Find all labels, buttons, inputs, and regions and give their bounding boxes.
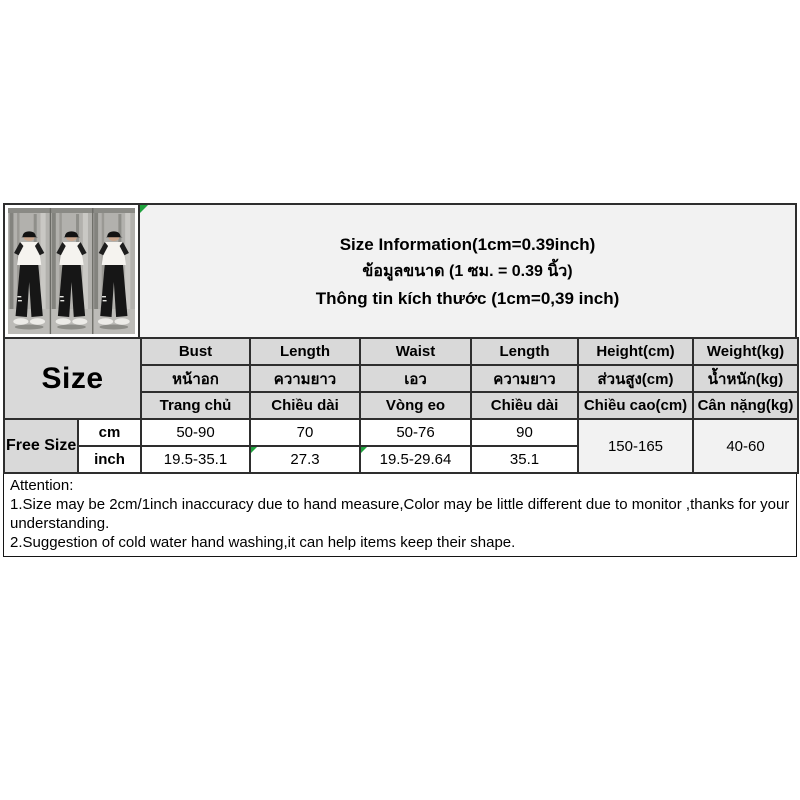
attention-note-2: 2.Suggestion of cold water hand washing,it can help items keep their shape. [10,534,516,551]
header-row-english [4,338,798,365]
size-chart-content [3,203,797,557]
value-bust-cm: 50-90 [141,419,250,446]
header-length-th: ความยาว [250,365,360,392]
header-height-th: ส่วนสูง(cm) [578,365,693,392]
title-english: Size Information(1cm=0.39inch) [339,234,596,254]
green-corner-marker-icon [251,447,257,453]
top-band [3,203,797,337]
green-corner-marker-icon [140,205,148,213]
data-row-cm [4,419,798,446]
header-length-en: Length [250,338,360,365]
header-waist-th: เอว [360,365,471,392]
header-bust-th: หน้าอก [141,365,250,392]
value-weight-range: 40-60 [693,419,798,473]
header-waist-vi: Vòng eo [360,392,471,419]
value-waist-inch [360,446,471,473]
header-length2-th: ความยาว [471,365,578,392]
green-corner-marker-icon [361,447,367,453]
header-height-en: Height(cm) [578,338,693,365]
value-height-range: 150-165 [578,419,693,473]
attention-note-1: 1.Size may be 2cm/1inch inaccuracy due to hand measure,Color may be little different due to monitor ,thanks for your understanding. [10,496,790,532]
unit-inch: inch [78,446,141,473]
attention-box [3,474,797,557]
product-photo-cell [5,205,140,337]
unit-cm: cm [78,419,141,446]
size-corner-cell: Size [4,338,141,419]
free-size-label: Free Size [4,419,78,473]
value-length-inch [250,446,360,473]
title-thai: ข้อมูลขนาด (1 ซม. = 0.39 นิ้ว) [362,262,573,280]
value-length2-cm: 90 [471,419,578,446]
header-length-vi: Chiều dài [250,392,360,419]
header-length2-vi: Chiều dài [471,392,578,419]
header-bust-vi: Trang chủ [141,392,250,419]
value-length2-inch: 35.1 [471,446,578,473]
header-weight-th: น้ำหนัก(kg) [693,365,798,392]
header-bust-en: Bust [141,338,250,365]
header-waist-en: Waist [360,338,471,365]
value-text: 19.5-29.64 [379,451,452,468]
value-length-cm: 70 [250,419,360,446]
size-table [3,337,799,474]
header-weight-en: Weight(kg) [693,338,798,365]
product-photo [8,208,135,334]
value-text: 27.3 [290,451,320,468]
header-length2-en: Length [471,338,578,365]
value-waist-cm: 50-76 [360,419,471,446]
attention-heading: Attention: [10,477,74,494]
title-vietnamese: Thông tin kích thước (1cm=0,39 inch) [315,288,620,308]
size-info-header [140,205,795,337]
header-weight-vi: Cân nặng(kg) [693,392,798,419]
value-bust-inch: 19.5-35.1 [141,446,250,473]
header-height-vi: Chiều cao(cm) [578,392,693,419]
